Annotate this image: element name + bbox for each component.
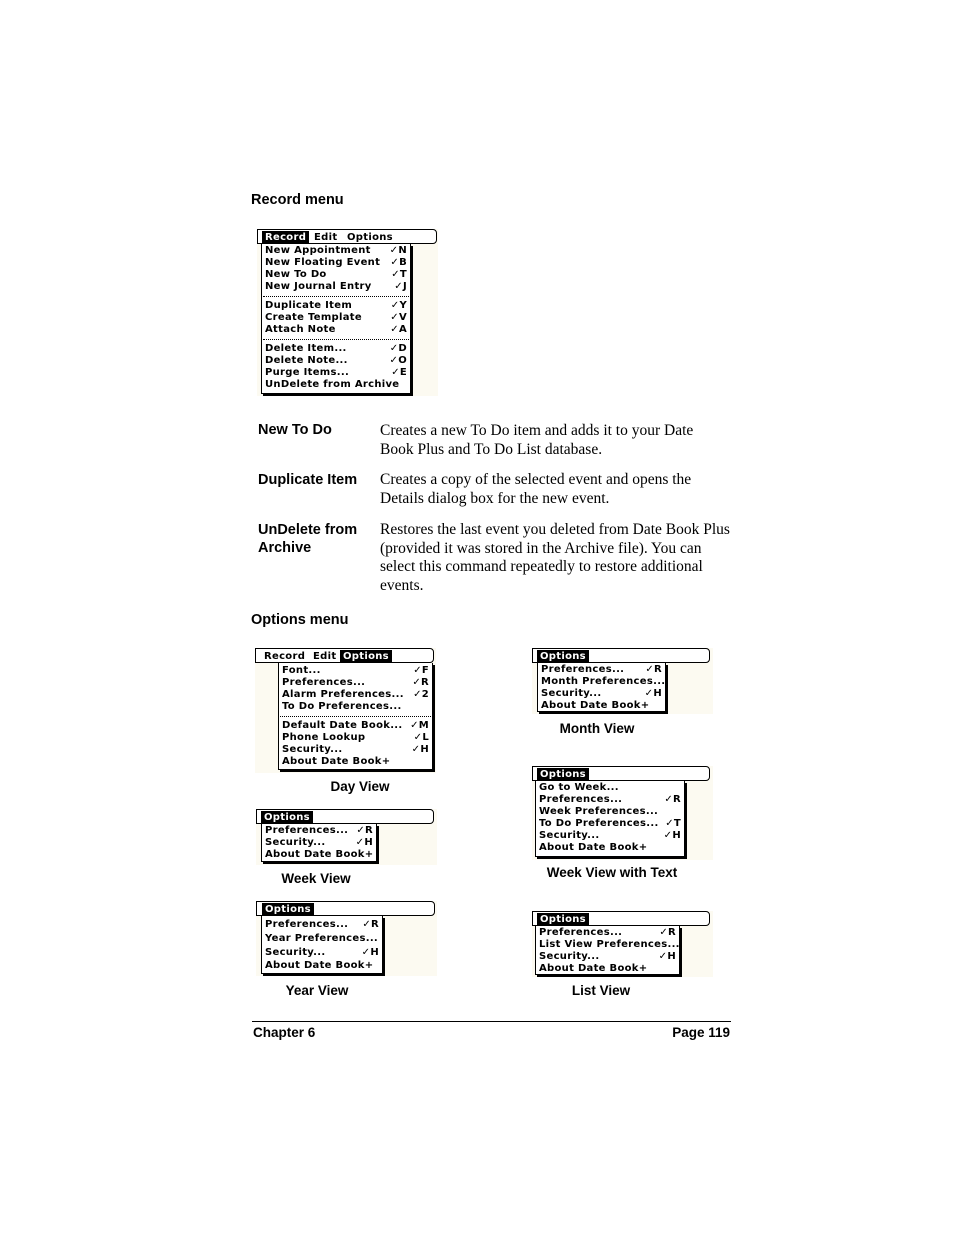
menu-separator (263, 296, 409, 297)
menu-item-about-date-book[interactable]: About Date Book+ (265, 849, 374, 860)
desc-duplicate-item: Creates a copy of the selected event and opens the Details dialog box for the new event. (380, 471, 692, 507)
menu-item-week-preferences[interactable]: Week Preferences... (539, 806, 659, 817)
menu-item-about-date-book[interactable]: About Date Book+ (282, 756, 391, 767)
menu-item-alarm-preferences[interactable]: Alarm Preferences... ✓2 (282, 689, 429, 700)
menu-item-new-appointment[interactable]: New Appointment ✓N (265, 245, 407, 256)
menu-item-list-view-preferences[interactable]: List View Preferences... (539, 939, 680, 950)
list-view-dropdown (535, 926, 680, 975)
menu-title-options[interactable]: Options (261, 811, 313, 824)
list-view-screenshot (532, 911, 713, 977)
menu-title-options[interactable]: Options (340, 650, 392, 663)
day-view-dropdown (278, 663, 433, 770)
menu-title-options[interactable]: Options (347, 232, 393, 243)
footer-page: Page 119 (672, 1025, 730, 1040)
term-duplicate-item: Duplicate Item (258, 472, 358, 488)
menu-item-preferences[interactable]: Preferences... ✓R (265, 919, 379, 930)
week-text-view-menubar (532, 766, 710, 781)
menu-item-delete-item[interactable]: Delete Item... ✓D (265, 343, 407, 354)
menu-item-go-to-week[interactable]: Go to Week... (539, 782, 619, 793)
menu-item-security[interactable]: Security... ✓H (265, 837, 373, 848)
footer-chapter: Chapter 6 (253, 1025, 316, 1040)
menu-title-edit[interactable]: Edit (313, 651, 337, 662)
desc-new-to-do: Creates a new To Do item and adds it to your Date Book Plus and To Do List database. (380, 422, 694, 458)
week-view-dropdown (261, 824, 377, 862)
menu-item-font[interactable]: Font... ✓F (282, 665, 429, 676)
menu-item-purge-items[interactable]: Purge Items... ✓E (265, 367, 407, 378)
week-text-view-dropdown (535, 781, 685, 857)
menu-item-new-floating-event[interactable]: New Floating Event ✓B (265, 257, 407, 268)
week-view-screenshot (256, 809, 437, 865)
menu-title-options[interactable]: Options (537, 913, 589, 926)
list-view-menubar (532, 911, 710, 926)
options-menu-heading: Options menu (251, 612, 349, 628)
day-view-screenshot (255, 648, 436, 773)
menu-item-about-date-book[interactable]: About Date Book+ (539, 842, 648, 853)
day-view-menubar (255, 648, 434, 663)
menu-item-phone-lookup[interactable]: Phone Lookup ✓L (282, 732, 429, 743)
menu-item-about-date-book[interactable]: About Date Book+ (265, 960, 374, 971)
menu-title-options[interactable]: Options (537, 650, 589, 663)
desc-undelete-from-archive: Restores the last event you deleted from Date Book Plus (provided it was stored in the Archive file). You can select this command repeatedly to restore additional events. (380, 521, 730, 594)
month-view-dropdown (537, 663, 666, 712)
menu-title-options[interactable]: Options (262, 903, 314, 916)
menu-item-undelete-from-archive[interactable]: UnDelete from Archive (265, 379, 400, 390)
week-text-view-screenshot (532, 766, 713, 860)
menu-separator (280, 716, 431, 717)
menu-title-edit[interactable]: Edit (314, 232, 338, 243)
record-menu-heading: Record menu (251, 192, 344, 208)
menu-item-delete-note[interactable]: Delete Note... ✓O (265, 355, 407, 366)
menu-item-about-date-book[interactable]: About Date Book+ (541, 700, 650, 711)
menu-item-security[interactable]: Security... ✓H (539, 951, 676, 962)
menu-item-year-preferences[interactable]: Year Preferences... (265, 933, 379, 944)
menu-item-about-date-book[interactable]: About Date Book+ (539, 963, 648, 974)
record-menubar (257, 229, 437, 244)
menu-item-create-template[interactable]: Create Template ✓V (265, 312, 407, 323)
menu-item-security[interactable]: Security... ✓H (539, 830, 681, 841)
month-view-caption: Month View (559, 721, 635, 736)
menu-item-new-journal-entry[interactable]: New Journal Entry ✓J (265, 281, 407, 292)
list-view-caption: List View (571, 983, 631, 998)
day-view-caption: Day View (330, 779, 390, 794)
year-view-menubar (256, 901, 435, 916)
menu-item-preferences[interactable]: Preferences... ✓R (265, 825, 373, 836)
week-text-view-caption: Week View with Text (546, 865, 678, 880)
month-view-menubar (532, 648, 710, 663)
menu-item-to-do-preferences[interactable]: To Do Preferences... (282, 701, 402, 712)
year-view-caption: Year View (285, 983, 349, 998)
year-view-screenshot (256, 901, 437, 976)
menu-item-preferences[interactable]: Preferences... ✓R (282, 677, 429, 688)
menu-title-record[interactable]: Record (262, 231, 309, 244)
menu-item-security[interactable]: Security... ✓H (265, 947, 379, 958)
week-view-caption: Week View (281, 871, 351, 886)
record-dropdown (261, 244, 411, 394)
menu-title-options[interactable]: Options (537, 768, 589, 781)
menu-item-to-do-preferences[interactable]: To Do Preferences... ✓T (539, 818, 681, 829)
menu-item-month-preferences[interactable]: Month Preferences... (541, 676, 666, 687)
menu-item-security[interactable]: Security... ✓H (282, 744, 429, 755)
menu-item-preferences[interactable]: Preferences... ✓R (539, 794, 681, 805)
year-view-dropdown (261, 916, 383, 974)
term-undelete-from-archive: UnDelete from Archive (258, 522, 358, 556)
menu-separator (263, 339, 409, 340)
month-view-screenshot (532, 648, 713, 714)
record-menu-screenshot (257, 229, 438, 396)
footer-rule (252, 1021, 731, 1022)
menu-item-duplicate-item[interactable]: Duplicate Item ✓Y (265, 300, 407, 311)
menu-item-security[interactable]: Security... ✓H (541, 688, 662, 699)
menu-item-new-to-do[interactable]: New To Do ✓T (265, 269, 407, 280)
menu-title-record[interactable]: Record (264, 651, 306, 662)
menu-item-attach-note[interactable]: Attach Note ✓A (265, 324, 407, 335)
menu-item-preferences[interactable]: Preferences... ✓R (541, 664, 662, 675)
week-view-menubar (256, 809, 434, 824)
term-new-to-do: New To Do (258, 422, 332, 438)
menu-item-default-date-book[interactable]: Default Date Book... ✓M (282, 720, 429, 731)
menu-item-preferences[interactable]: Preferences... ✓R (539, 927, 676, 938)
